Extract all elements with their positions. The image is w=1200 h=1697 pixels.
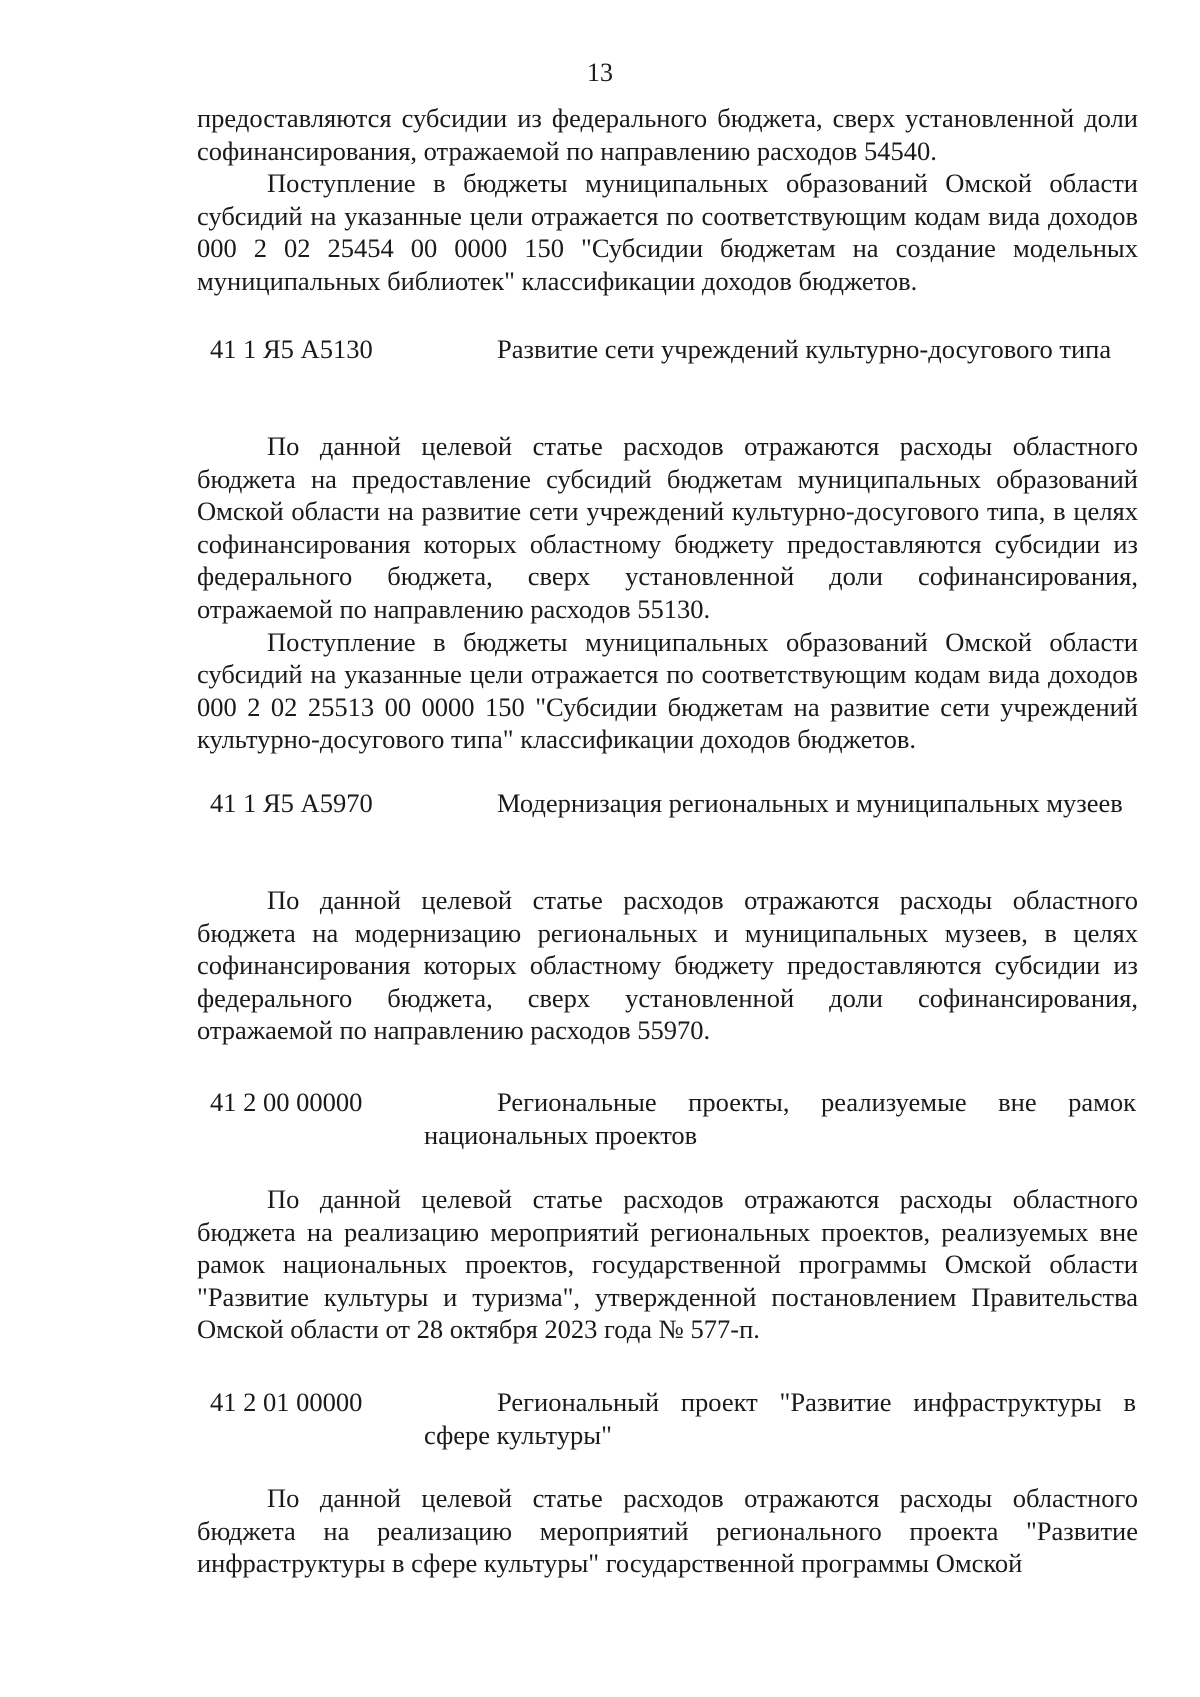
- entry-paragraph: По данной целевой статье расходов отражаются расходы областного бюджета на реализацию мероприятий региональных проектов, реализуемых вне рамок национальных проектов, государственной программы Омской области "Развитие культуры и туризма", утвержденной постановлением Правительства Омской области от 28 октября 2023 года № 577-п.: [197, 1184, 1138, 1345]
- entry-title: Региональный проект "Развитие инфраструктуры в сфере культуры": [424, 1387, 1136, 1450]
- entry-paragraph: По данной целевой статье расходов отражаются расходы областного бюджета на предоставление субсидий бюджетам муниципальных образований Омской области на развитие сети учреждений культурно-досугового типа, в целях софинансирования которых областному бюджету предоставляются субсидии из федерального бюджета, сверх установленной доли софинансирования, отражаемой по направлению расходов 55130.: [197, 431, 1138, 624]
- entry-title: Модернизация региональных и муниципальных музеев: [497, 788, 1123, 818]
- entry-code: 41 2 01 00000: [210, 1387, 363, 1417]
- entry-title: Развитие сети учреждений культурно-досугового типа: [497, 334, 1112, 364]
- entry-body-4: [197, 1482, 1138, 1580]
- entry-paragraph: По данной целевой статье расходов отражаются расходы областного бюджета на модернизацию региональных и муниципальных музеев, в целях софинансирования которых областному бюджету предоставляются субсидии из федерального бюджета, сверх установленной доли софинансирования, отражаемой по направлению расходов 55970.: [197, 885, 1138, 1046]
- intro-paragraph-1: предоставляются субсидии из федерального бюджета, сверх установленной доли софинансирования, отражаемой по направлению расходов 54540.: [197, 103, 1138, 166]
- entry-body-2: [197, 884, 1138, 1047]
- entry-code: 41 1 Я5 А5970: [210, 788, 373, 818]
- entry-body-1: [197, 430, 1138, 756]
- entry-paragraph: По данной целевой статье расходов отражаются расходы областного бюджета на реализацию мероприятий регионального проекта "Развитие инфраструктуры в сфере культуры" государственной программы Омской: [197, 1483, 1138, 1579]
- intro-paragraph-2: Поступление в бюджеты муниципальных образований Омской области субсидий на указанные цели отражается по соответствующим кодам вида доходов 000 2 02 25454 00 0000 150 "Субсидии бюджетам на создание модельных муниципальных библиотек" классификации доходов бюджетов.: [197, 168, 1138, 296]
- entry-code: 41 2 00 00000: [210, 1087, 363, 1117]
- entry-body-3: [197, 1183, 1138, 1346]
- entry-title: Региональные проекты, реализуемые вне рамок национальных проектов: [424, 1087, 1136, 1150]
- entry-paragraph: Поступление в бюджеты муниципальных образований Омской области субсидий на указанные цели отражается по соответствующим кодам вида доходов 000 2 02 25513 00 0000 150 "Субсидии бюджетам на развитие сети учреждений культурно-досугового типа" классификации доходов бюджетов.: [197, 626, 1138, 755]
- entry-code: 41 1 Я5 А5130: [210, 334, 373, 364]
- intro-block: [197, 102, 1138, 298]
- page-number: 13: [587, 58, 613, 87]
